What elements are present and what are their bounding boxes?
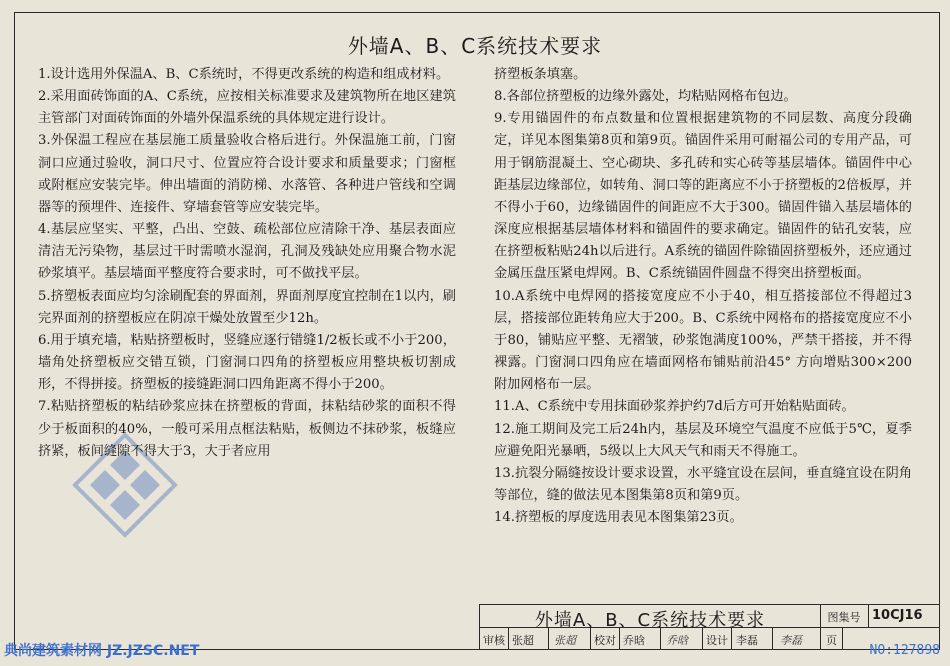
- requirement-item: 14.挤塑板的厚度选用表见本图集第23页。: [494, 510, 743, 526]
- atlas-number-label: 图集号: [827, 611, 861, 624]
- atlas-number: 10CJ16: [872, 608, 923, 623]
- divider: [731, 628, 732, 649]
- page-title: 外墙A、B、C系统技术要求: [347, 34, 603, 58]
- site-watermark: 典尚建筑素材网 JZ.JZSC.NET: [4, 643, 200, 659]
- divider: [868, 605, 869, 627]
- requirement-item: 3.外保温工程应在基层施工质量验收合格后进行。外保温施工前，门窗洞口应通过验收，洞口尺寸、位置应符合设计要求和质量要求；门窗框或附框应安装完毕。伸出墙面的消防梯、水落管、各种进户管线和空调器等的预埋件、连接件、穿墙套管等应安装完毕。: [38, 133, 456, 215]
- requirement-item: 9.专用锚固件的布点数量和位置根据建筑物的不同层数、高度分段确定，详见本图集第8页和第9页。锚固件采用可耐福公司的专用产品，可用于钢筋混凝土、空心砌块、多孔砖和实心砖等基层墙体。锚固件中心距基层边缘部位，如转角、洞口等的距离应不小于挤塑板的2倍板厚，并不得小于60，边缘锚固件的间距应不大于300。锚固件锚入基层墙体的深度应根据基层墙体材料和锚固件的要求确定。锚固件的钻孔安装，应在挤塑板粘贴24h以后进行。A系统的锚固件除锚固挤塑板外，还应通过金属压盘压紧电焊网。B、C系统锚固件圆盘不得突出挤塑板面。: [494, 111, 912, 282]
- title-block-title: 外墙A、B、C系统技术要求: [534, 610, 766, 631]
- divider: [508, 628, 509, 649]
- divider: [772, 628, 773, 649]
- divider: [820, 605, 821, 627]
- requirement-item: 7.粘贴挤塑板的粘结砂浆应抹在挤塑板的背面，抹粘结砂浆的面积不得少于板面积的40%，一般可采用点框法粘贴，板侧边不抹砂浆，板缝应挤紧，板间缝隙不得大于3，大于者应用: [38, 399, 456, 459]
- reviewer-signature: 张超: [554, 634, 576, 647]
- requirement-item: 4.基层应坚实、平整，凸出、空鼓、疏松部位应清除干净、基层表面应清洁无污染物，基层过干时需喷水湿润，孔洞及残缺处应用聚合物水泥砂浆填平。基层墙面平整度符合要求时，可不做找平层。: [38, 222, 456, 282]
- page-label: 页: [826, 634, 837, 647]
- divider: [842, 628, 843, 649]
- requirements-right-column: [494, 64, 912, 529]
- checker-signature: 乔晗: [666, 634, 688, 647]
- requirement-item: 11.A、C系统中专用抹面砂浆养护约7d后方可开始粘贴面砖。: [494, 399, 855, 415]
- divider: [619, 628, 620, 649]
- designer-name: 李磊: [736, 634, 758, 647]
- divider: [820, 628, 821, 649]
- reviewer-name: 张超: [512, 634, 534, 647]
- design-label: 设计: [706, 634, 728, 647]
- divider: [702, 628, 703, 649]
- designer-signature: 李磊: [780, 634, 802, 647]
- requirement-item: 6.用于填充墙，粘贴挤塑板时，竖缝应逐行错缝1/2板长或不小于200，墙角处挤塑板应交错互锁，门窗洞口四角的挤塑板应用整块板切割成形，不得拼接。挤塑板的接缝距洞口四角距离不得小于200。: [38, 332, 456, 393]
- check-label: 校对: [594, 634, 616, 647]
- requirement-item: 12.施工期间及完工后24h内，基层及环境空气温度不应低于5℃，夏季应避免阳光暴晒，5级以上大风天气和雨天不得施工。: [494, 421, 912, 459]
- requirement-item: 挤塑板条填塞。: [494, 67, 587, 82]
- requirement-item: 5.挤塑板表面应均匀涂刷配套的界面剂，界面剂厚度宜控制在1以内，刷完界面剂的挤塑板应在阴凉干燥处放置至少12h。: [38, 288, 456, 326]
- image-number: NO:127898: [869, 643, 940, 658]
- requirement-item: 13.抗裂分隔缝按设计要求设置，水平缝宜设在层间，垂直缝宜设在阴角等部位，缝的做法见本图集第8页和第9页。: [494, 465, 912, 503]
- divider: [660, 628, 661, 649]
- review-label: 审核: [483, 634, 505, 647]
- requirement-item: 2.采用面砖饰面的A、C系统，应按相关标准要求及建筑物所在地区建筑主管部门对面砖饰面的外墙外保温系统的具体规定进行设计。: [38, 89, 456, 127]
- requirement-item: 1.设计选用外保温A、B、C系统时，不得更改系统的构造和组成材料。: [38, 67, 450, 82]
- checker-name: 乔晗: [623, 634, 645, 647]
- divider: [548, 628, 549, 649]
- divider: [590, 628, 591, 649]
- requirement-item: 10.A系统中电焊网的搭接宽度应不小于40，相互搭接部位不得超过3层，搭接部位距转角应大于200。B、C系统中网格布的搭接宽度应不小于80，铺贴应平整、无褶皱，砂浆饱满度100%，严禁干搭接，并不得裸露。门窗洞口四角应在墙面网格布铺贴前沿45° 方向增贴300×200附加网格布一层。: [494, 288, 912, 393]
- requirements-left-column: [38, 64, 456, 463]
- requirement-item: 8.各部位挤塑板的边缘外露处，均粘贴网格布包边。: [494, 89, 797, 105]
- title-block-header-row: [480, 605, 939, 631]
